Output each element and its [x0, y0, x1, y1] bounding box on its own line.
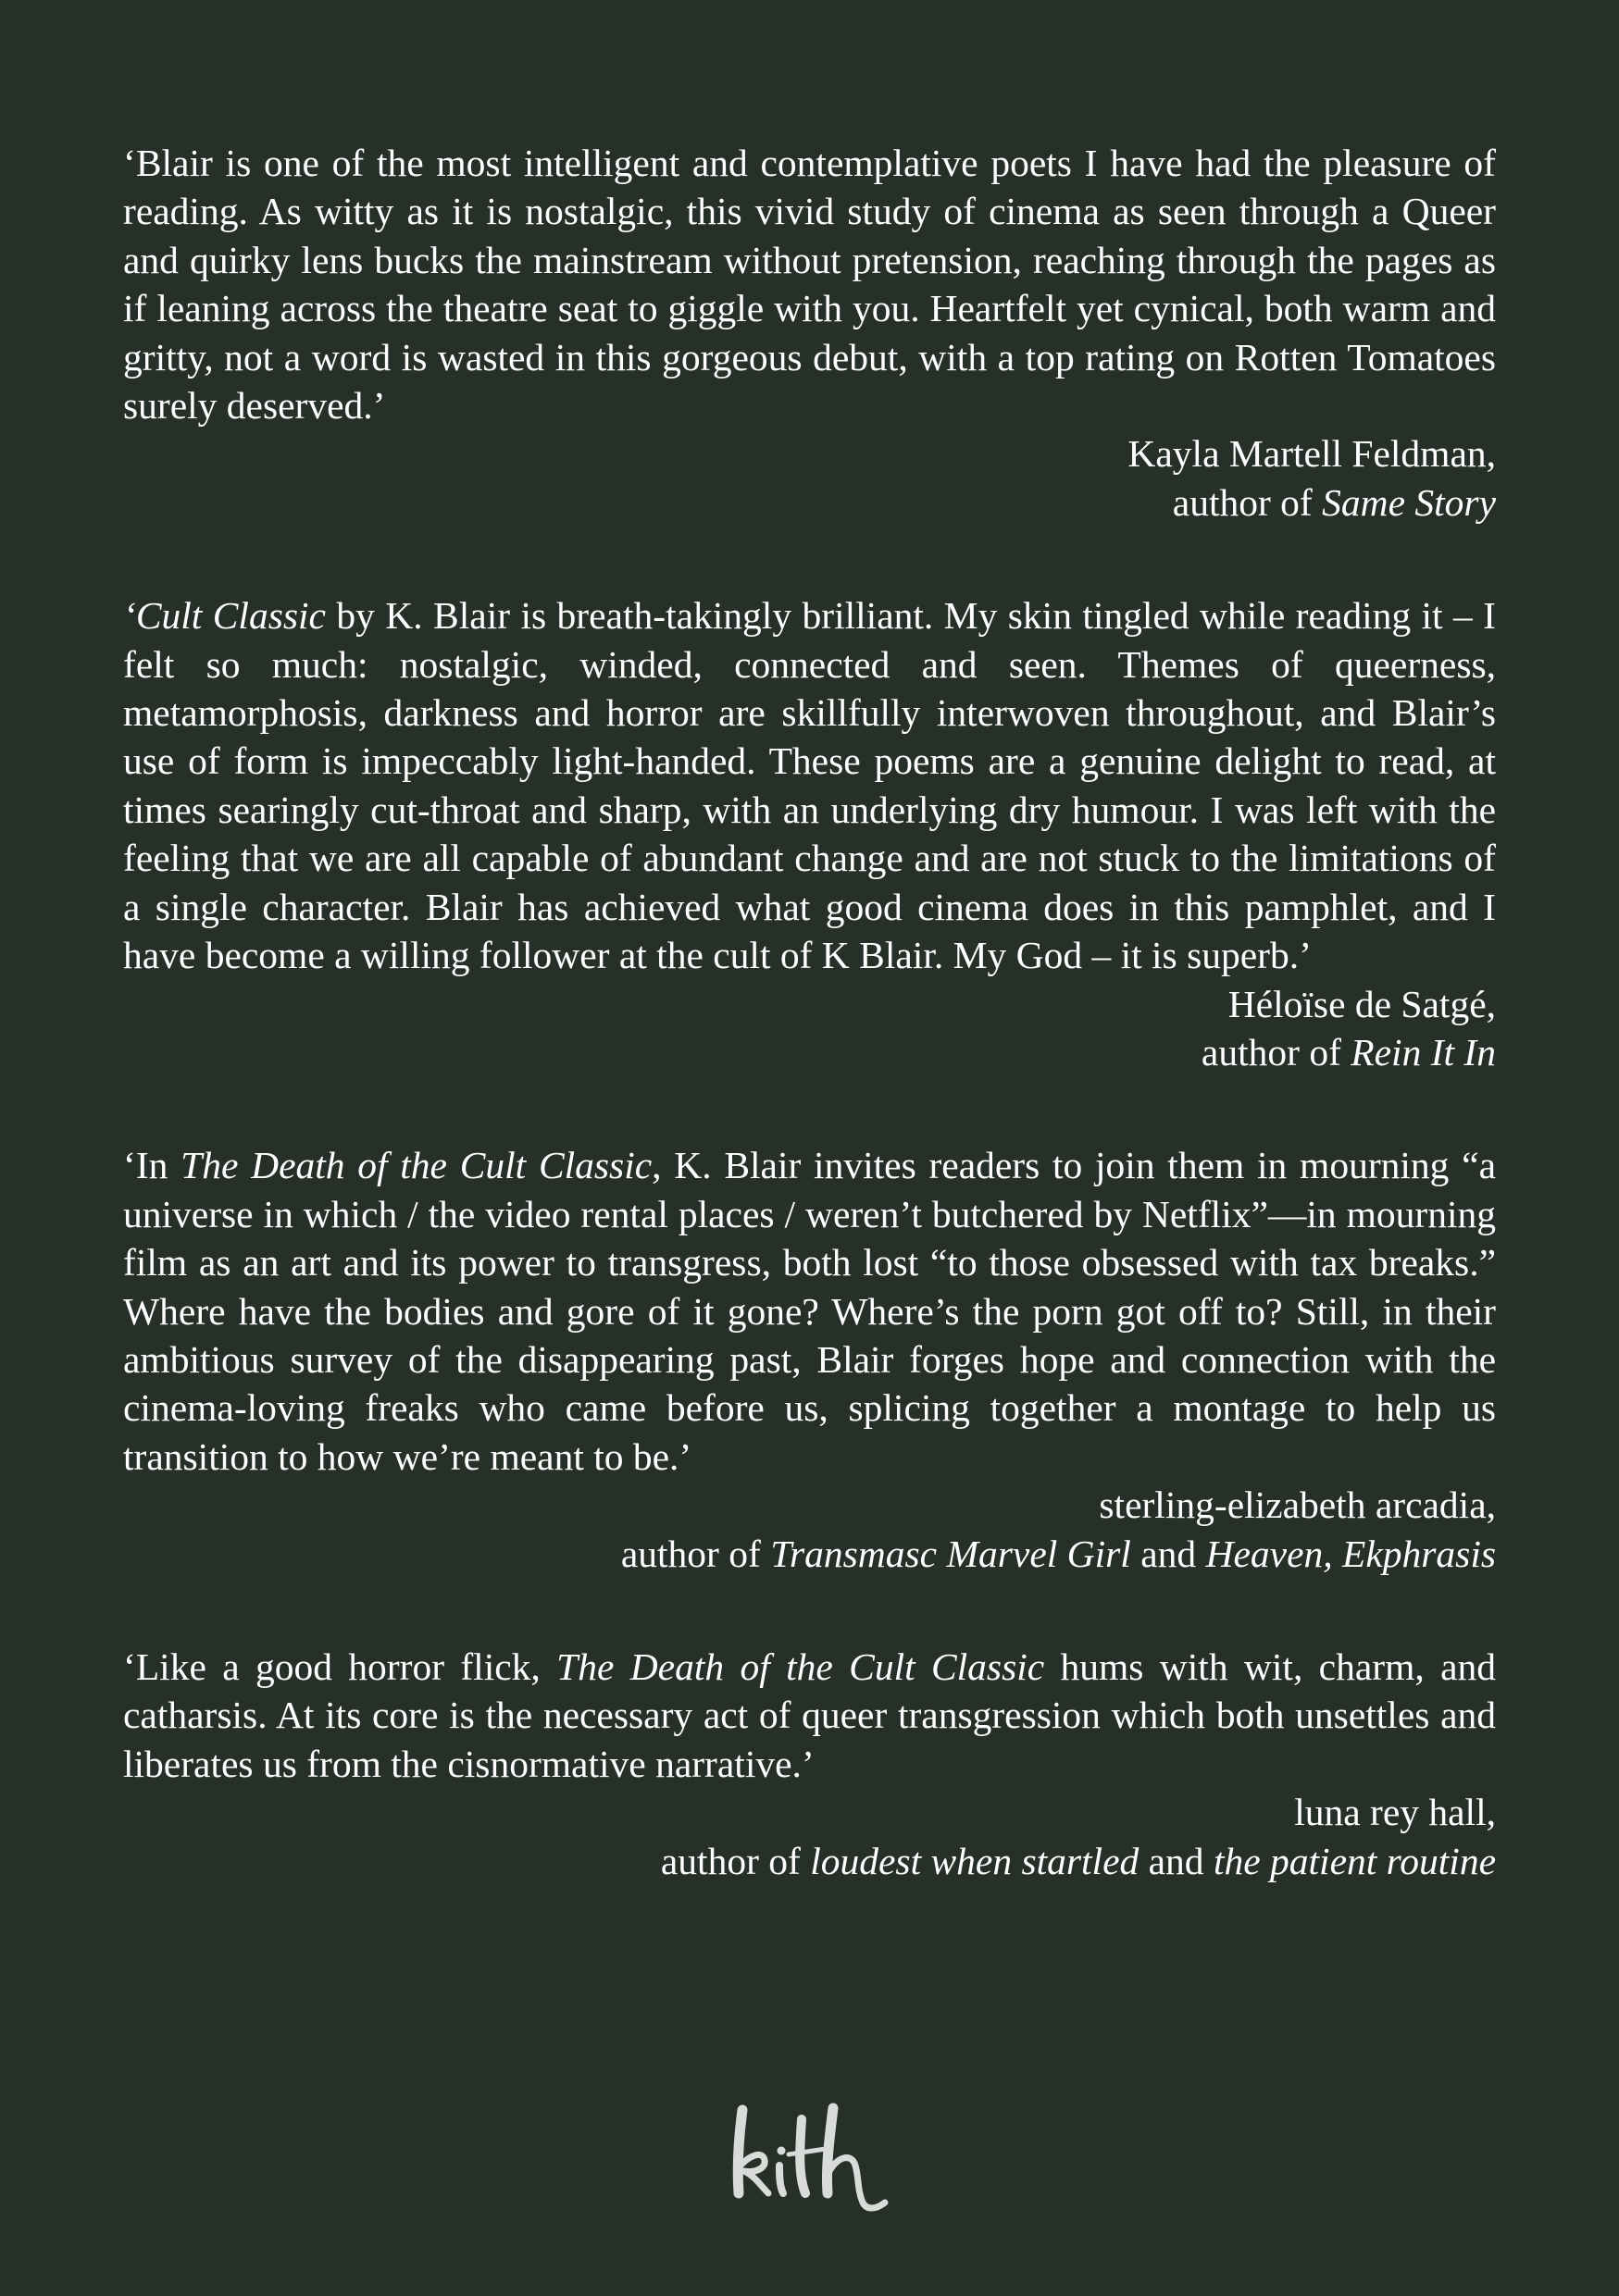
- blurb-3-quote-text: , K. Blair invites readers to join them in mourning “a universe in which / the video rental places / weren’t butchered by Netflix”—in mourning film as an art and its power to transgress, both lost “to those obsessed with tax breaks.” Where have the bodies and gore of it gone? Where’s the porn got off to? Still, in their ambitious survey of the disappearing past, Blair forges hope and connection with the cinema-loving freaks who came before us, splicing together a montage to help us transition to how we’re meant to be.’: [123, 1144, 1496, 1478]
- blurb-3-author-works: [123, 1530, 1496, 1578]
- kith-logo-t: [800, 2119, 805, 2193]
- blurb-3-quote-title: The Death of the Cult Classic: [181, 1144, 653, 1187]
- blurb-1-work-1: Same Story: [1322, 480, 1496, 524]
- blurb-4-quote-title: The Death of the Cult Classic: [556, 1644, 1045, 1688]
- blurb-4-quote-pre: ‘Like a good horror flick,: [123, 1644, 557, 1688]
- blurb-3-quote: [123, 1141, 1496, 1481]
- blurb-3-quote-pre: ‘In: [123, 1144, 181, 1187]
- blurb-4-author-works: [123, 1837, 1496, 1885]
- blurb-2-author-name: Héloïse de Satgé,: [1227, 982, 1496, 1025]
- blurb-1: [123, 139, 1496, 527]
- kith-logo: [722, 2101, 907, 2221]
- blurb-1-author-works: [123, 478, 1496, 527]
- blurb-4-work-2: the patient routine: [1213, 1839, 1496, 1882]
- blurb-4-work-1: loudest when startled: [810, 1839, 1140, 1882]
- blurb-4-author-name: luna rey hall,: [1294, 1791, 1496, 1834]
- blurb-1-author-prefix: author of: [1172, 480, 1323, 524]
- blurb-3: [123, 1141, 1496, 1578]
- blurb-3-joiner: and: [1130, 1532, 1206, 1575]
- blurb-2-work-1: Rein It In: [1351, 1030, 1496, 1074]
- kith-logo-h: [827, 2108, 833, 2193]
- blurbs-page: [123, 139, 1496, 1885]
- blurb-2-quote: [123, 591, 1496, 979]
- blurb-4-quote: [123, 1643, 1496, 1788]
- blurb-3-work-2: Heaven, Ekphrasis: [1205, 1532, 1496, 1575]
- blurb-2-quote-text: by K. Blair is breath-takingly brilliant. My skin tingled while reading it – I felt so much: nostalgic, winded, connected and seen. Themes of queerness, metamorphosis, darkness and horror are skillfully interwoven throughout, and Blair’s use of form is impeccably light-handed. These poems are a genuine delight to read, at times searingly cut-throat and sharp, with an underlying dry humour. I was left with the feeling that we are all capable of abundant change and are not stuck to the limitations of a single character. Blair has achieved what good cinema does in this pamphlet, and I have become a willing follower at the cult of K Blair. My God – it is superb.’: [123, 594, 1496, 977]
- blurb-4-joiner: and: [1139, 1839, 1214, 1882]
- blurb-3-author-prefix: author of: [620, 1532, 771, 1575]
- blurb-2-author-works: [123, 1028, 1496, 1076]
- blurb-4-author-prefix: author of: [660, 1839, 811, 1882]
- blurb-3-author-name: sterling-elizabeth arcadia,: [1099, 1483, 1496, 1527]
- blurb-2-quote-title: ‘Cult Classic: [123, 594, 326, 638]
- blurb-2-author-prefix: author of: [1201, 1030, 1351, 1074]
- blurb-4: [123, 1643, 1496, 1885]
- blurb-1-author-name: Kayla Martell Feldman,: [1127, 432, 1496, 476]
- kith-logo-k: [738, 2110, 742, 2193]
- blurb-1-quote: [123, 139, 1496, 429]
- blurb-2: [123, 591, 1496, 1076]
- blurb-4-quote-text: hums with wit, charm, and catharsis. At its core is the necessary act of queer transgression which both unsettles and liberates us from the cisnormative narrative.’: [123, 1644, 1496, 1785]
- blurb-1-quote-text: ‘Blair is one of the most intelligent and contemplative poets I have had the pleasure of reading. As witty as it is nostalgic, this vivid study of cinema as seen through a Queer and quirky lens bucks the mainstream without pretension, reaching through the pages as if leaning across the theatre seat to giggle with you. Heartfelt yet cynical, both warm and gritty, not a word is wasted in this gorgeous debut, with a top rating on Rotten Tomatoes surely deserved.’: [123, 142, 1496, 428]
- kith-logo-i: [779, 2166, 783, 2193]
- blurb-3-work-1: Transmasc Marvel Girl: [770, 1532, 1131, 1575]
